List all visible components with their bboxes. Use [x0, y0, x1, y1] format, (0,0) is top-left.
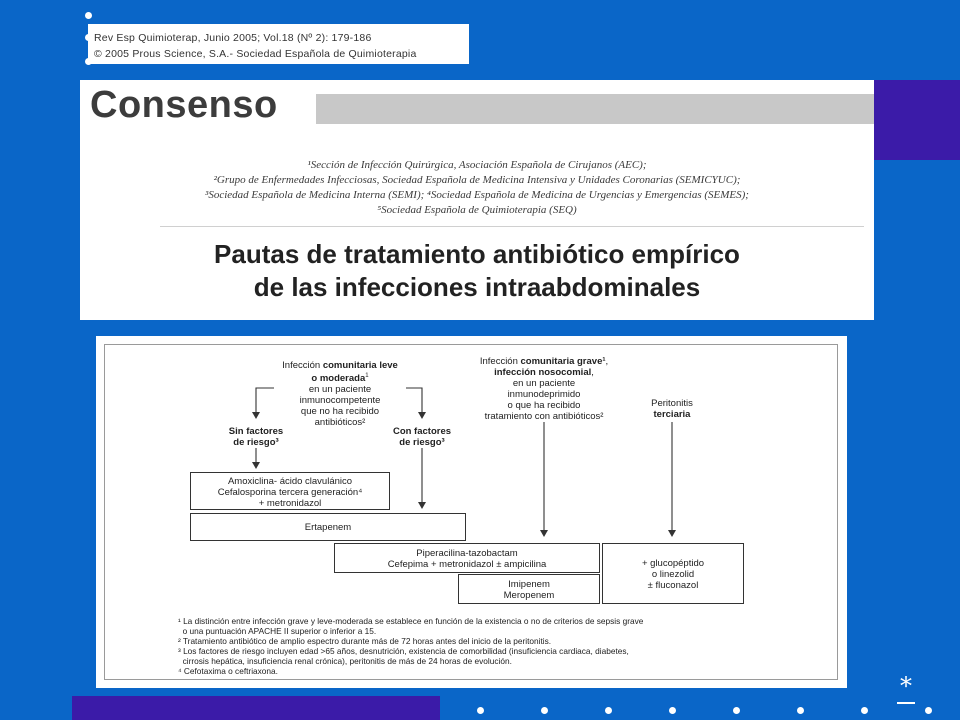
treatment-box-ertapenem: [190, 513, 466, 541]
citation-line: © 2005 Prous Science, S.A.- Sociedad Española de Quimioterapia: [94, 48, 417, 60]
affiliation-line: ⁵Sociedad Española de Quimioterapia (SEQ): [377, 204, 577, 216]
node-leve-text: en un paciente: [308, 384, 372, 396]
decorative-dot: [669, 707, 676, 714]
decorative-dot: [605, 707, 612, 714]
flowchart-panel: [96, 336, 847, 688]
node-grave-text-bold: infección nosocomial: [494, 367, 592, 378]
node-grave: [458, 356, 630, 422]
affiliation-line: ¹Sección de Infección Quirúrgica, Asociación Española de Cirujanos (AEC);: [307, 159, 647, 171]
node-terciaria: [636, 398, 708, 420]
node-leve-sup: 1: [365, 373, 369, 379]
treatment-text: Cefalosporina tercera generación⁴: [217, 487, 363, 498]
affiliations: [80, 158, 874, 218]
section-title-bar: [316, 94, 874, 124]
decorative-dot: [861, 707, 868, 714]
node-leve-text-bold: comunitaria leve: [322, 360, 398, 371]
decorative-dot: [541, 707, 548, 714]
decorative-dot: [797, 707, 804, 714]
footnote-line: ¹ La distinción entre infección grave y leve-moderada se establece en función de la existencia o no de criterios de sepsis grave: [178, 616, 644, 626]
node-grave-text-bold: comunitaria grave¹: [520, 356, 606, 367]
node-sin-factores-text: Sin factores: [228, 426, 284, 437]
node-con-factores-text: de riesgo³: [399, 437, 445, 448]
section-title: Consenso: [90, 84, 278, 126]
treatment-text: + metronidazol: [258, 498, 322, 509]
treatment-box-imipenem: [458, 574, 600, 604]
node-terciaria-text-bold: terciaria: [653, 409, 691, 420]
decorative-dot: [477, 707, 484, 714]
affiliation-line: ²Grupo de Enfermedades Infecciosas, Sociedad Española de Medicina Intensiva y Unidades Coronarias (SEMICYUC);: [213, 174, 741, 186]
node-grave-text: o que ha recibido: [507, 400, 581, 411]
node-leve-text: Infección: [282, 360, 323, 371]
treatment-box-amoxiclina: [190, 472, 390, 510]
flowchart-footnotes: [178, 616, 643, 676]
decorative-dot: [925, 707, 932, 714]
treatment-text: Imipenem: [508, 579, 550, 590]
footnote-line: ² Tratamiento antibiótico de amplio espectro durante más de 72 horas antes del inicio de la peritonitis.: [178, 636, 552, 646]
node-leve: [266, 360, 414, 428]
treatment-text: ± fluconazol: [647, 580, 699, 591]
divider: [160, 226, 864, 227]
node-con-factores: [376, 426, 468, 448]
accent-bar-bottom: [72, 696, 440, 720]
footnote-line: o una puntuación APACHE II superior o inferior a 15.: [178, 626, 377, 636]
treatment-box-piperacilina: [334, 543, 600, 573]
article-header-panel: [80, 80, 874, 320]
footnote-line: ⁴ Cefotaxima o ceftriaxona.: [178, 666, 278, 676]
node-grave-text: inmunodeprimido: [507, 389, 581, 400]
treatment-text: Amoxiclina- ácido clavulánico: [227, 476, 353, 487]
decorative-dot: [733, 707, 740, 714]
node-grave-text: en un paciente: [512, 378, 576, 389]
treatment-text: + glucopéptido: [641, 558, 705, 569]
treatment-text: Meropenem: [503, 590, 555, 601]
affiliation-line: ³Sociedad Española de Medicina Interna (SEMI); ⁴Sociedad Española de Medicina de Urgencias y Emergencias (SEMES);: [205, 189, 749, 201]
citation-line: Rev Esp Quimioterap, Junio 2005; Vol.18 (Nº 2): 179-186: [94, 32, 372, 44]
node-sin-factores-text: de riesgo³: [233, 437, 279, 448]
node-sin-factores: [210, 426, 302, 448]
node-grave-text: ,: [591, 367, 594, 378]
decorative-dot: [85, 12, 92, 19]
treatment-text: Piperacilina-tazobactam: [416, 548, 518, 559]
footnote-line: ³ Los factores de riesgo incluyen edad >65 años, desnutrición, existencia de comorbilidad (insuficiencia cardiaca, diabetes,: [178, 646, 629, 656]
footnote-line: cirrosis hepática, insuficiencia renal crónica), peritonitis de más de 24 horas de evolución.: [178, 656, 512, 666]
article-title-line: de las infecciones intraabdominales: [253, 272, 701, 302]
article-title: [80, 238, 874, 304]
node-grave-text: ,: [605, 356, 609, 367]
node-grave-text: Infección: [479, 356, 521, 367]
node-leve-text-bold: o moderada: [311, 373, 366, 385]
node-leve-text: antibióticos²: [314, 417, 366, 429]
node-leve-text: que no ha recibido: [300, 406, 380, 418]
node-terciaria-text: Peritonitis: [651, 398, 693, 409]
treatment-text: o linezolid: [651, 569, 695, 580]
citation-box: [88, 24, 469, 64]
treatment-box-glucopeptido: [602, 543, 744, 604]
accent-bar-right: [874, 80, 960, 160]
treatment-text: Ertapenem: [304, 522, 352, 533]
article-title-line: Pautas de tratamiento antibiótico empírico: [214, 239, 740, 269]
nav-star-link[interactable]: *: [897, 674, 915, 704]
node-con-factores-text: Con factores: [392, 426, 452, 437]
treatment-text: Cefepima + metronidazol ± ampicilina: [387, 559, 547, 570]
node-leve-text: inmunocompetente: [299, 395, 381, 407]
node-grave-text: tratamiento con antibióticos²: [484, 411, 604, 422]
